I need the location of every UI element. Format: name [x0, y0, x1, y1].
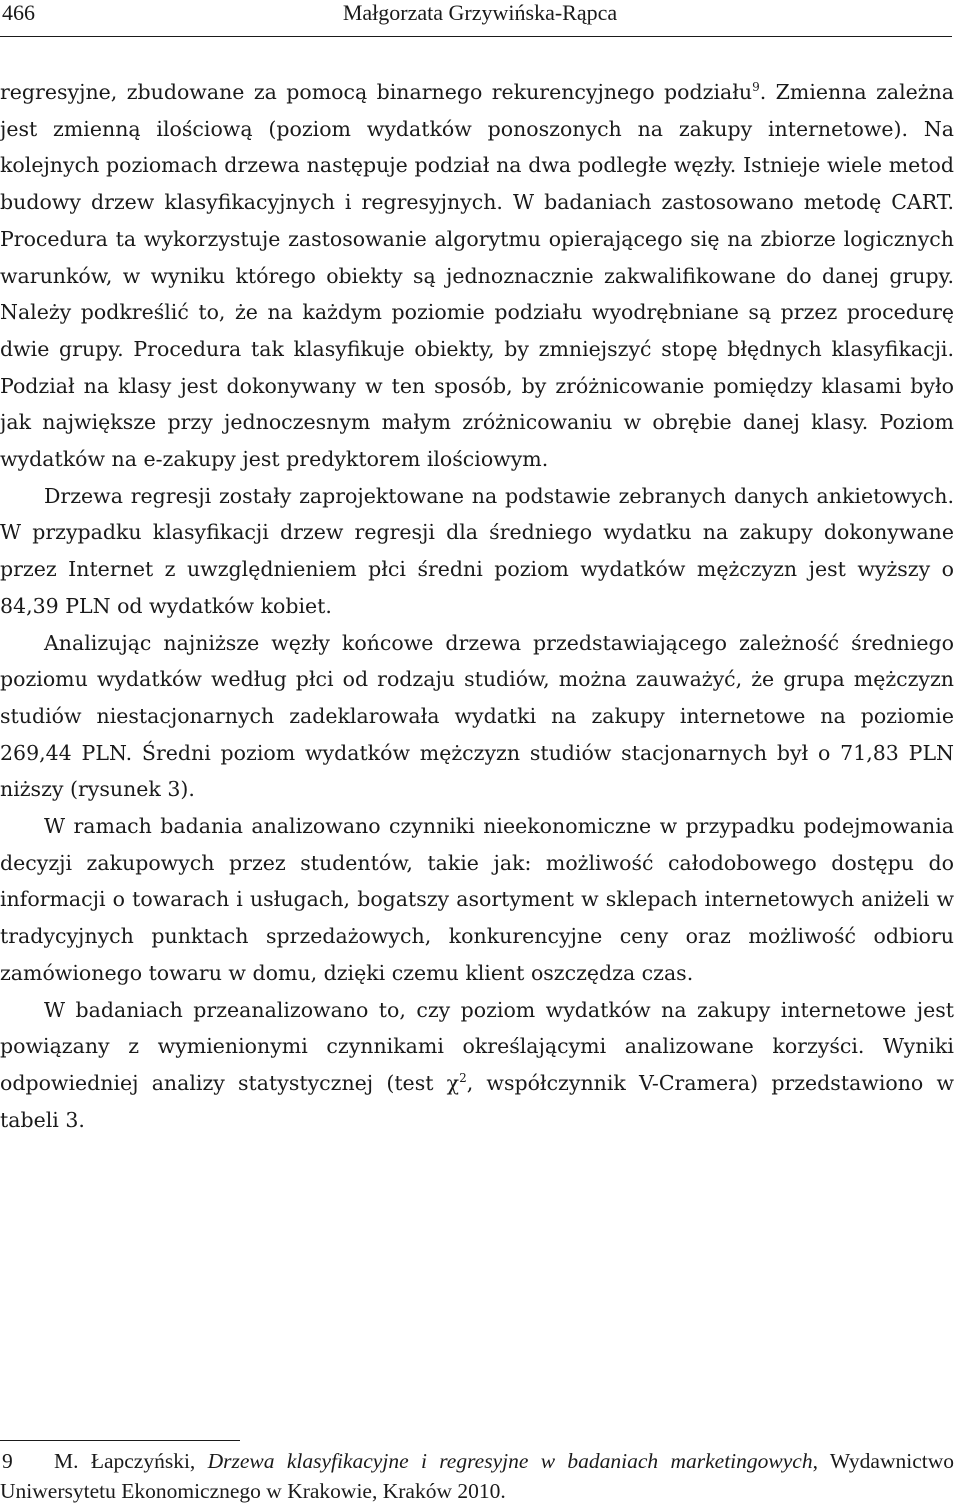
footnote-title: Drzewa klasyfikacyjne i regresyjne w badaniach marketingowych	[207, 1449, 813, 1473]
page-number: 466	[2, 0, 35, 25]
footnote-rule	[0, 1440, 240, 1441]
footnote-ref-9: 9	[752, 80, 760, 94]
paragraph-3: Analizując najniższe węzły końcowe drzewa przedstawiającego zależność średniego poziomu wydatków według płci od rodzaju studiów, można zauważyć, że grupa mężczyzn studiów niestacjonarnych zadeklarowała wydatki na zakupy internetowe na poziomie 269,44 PLN. Średni poziom wydatków mężczyzn studiów stacjonarnych był o 71,83 PLN niższy (rysunek 3).	[0, 630, 954, 802]
chi-square-exponent: 2	[459, 1070, 467, 1085]
running-head-author: Małgorzata Grzywińska-Rąpca	[342, 0, 618, 25]
paragraph-5-text-a: W badaniach przeanalizowano to, czy poziom wydatków na zakupy internetowe jest powiązany z wymienionymi czynnikami określającymi analizowane korzyści. Wyniki odpowiedniej analizy statystycznej (test χ	[0, 997, 954, 1095]
paragraph-1-text-b: . Zmienna zależna jest zmienną ilościową (poziom wydatków ponoszonych na zakupy internetowe). Na kolejnych poziomach drzewa następuje podział na dwa podległe węzły. Istnieje wiele metod budowy drzew klasyfikacyjnych i regresyjnych. W badaniach zastosowano metodę CART. Procedura ta wykorzystuje zastosowanie algorytmu opierającego się na zbiorze logicznych warunków, w wyniku którego obiekty są jednoznacznie zakwalifikowane do danej grupy. Należy podkreślić to, że na każdym poziomie podziału wyodrębniane są przez procedurę dwie grupy. Procedura tak klasyfikuje obiekty, by zmniejszyć stopę błędnych klasyfikacji. Podział na klasy jest dokonywany w ten sposób, by zróżnicowanie pomiędzy klasami było jak największe przy jednoczesnym małym zróżnicowaniu w obrębie danej klasy. Poziom wydatków na e-zakupy jest predyktorem ilościowym.	[0, 80, 954, 472]
paragraph-1-text-a: regresyjne, zbudowane za pomocą binarnego rekurencyjnego podziału	[0, 80, 753, 104]
paragraph-1	[0, 74, 954, 478]
paragraph-5-text-b: , współczynnik V-Cramera) przedstawiono w tabeli 3.	[0, 1070, 955, 1132]
body-text	[0, 74, 954, 1138]
header-rule	[0, 36, 952, 37]
paragraph-2: Drzewa regresji zostały zaprojektowane na podstawie zebranych danych ankietowych. W przypadku klasyfikacji drzew regresji dla średniego wydatku na zakupy dokonywane przez Internet z uwzględnieniem płci średni poziom wydatków mężczyzn jest wyższy o 84,39 PLN od wydatków kobiet.	[0, 483, 954, 618]
footnote-9	[0, 1446, 954, 1506]
footnote-mark: 9	[2, 1449, 13, 1473]
paragraph-5	[0, 992, 954, 1139]
paragraph-4: W ramach badania analizowano czynniki nieekonomiczne w przypadku podejmowania decyzji zakupowych przez studentów, takie jak: możliwość całodobowego dostępu do informacji o towarach i usługach, bogatszy asortyment w sklepach internetowych aniżeli w tradycyjnych punktach sprzedażowych, konkurencyjne ceny oraz możliwość odbioru zamówionego towaru w domu, dzięki czemu klient oszczędza czas.	[0, 814, 954, 985]
footnote-publisher: , Wydawnictwo Uniwersytetu Ekonomicznego w Krakowie, Kraków 2010.	[0, 1449, 954, 1503]
footnote-author: M. Łapczyński,	[54, 1449, 208, 1473]
page-header	[0, 0, 960, 30]
